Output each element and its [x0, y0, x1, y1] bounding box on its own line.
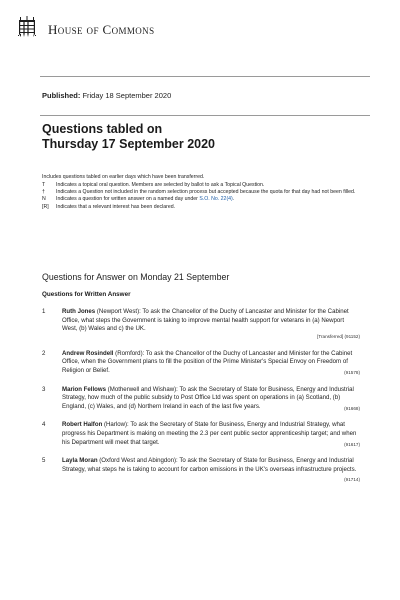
legend-symbol: T [42, 182, 46, 188]
published-label: Published: [42, 91, 81, 100]
question-text: To ask the Chancellor of the Duchy of Lancaster and Minister for the Cabinet Office, when the Government plans to fill the position of the Prime Minister's Special Envoy on Freedom of Religion or Belief. [62, 349, 353, 374]
title-line-2: Thursday 17 September 2020 [42, 136, 215, 151]
question-body [62, 457, 360, 483]
constituency: (Newport West): [96, 308, 141, 315]
page-header [18, 16, 388, 56]
legend-symbol: † [42, 189, 45, 196]
question-number: 3 [42, 385, 46, 393]
legend-text: Indicates that a relevant interest has been declared. [56, 203, 176, 210]
question-body [62, 421, 360, 447]
question-body [62, 386, 360, 412]
title-line-1: Questions tabled on [42, 122, 163, 136]
question-text: To ask the Secretary of State for Business, Energy and Industrial Strategy, what steps he is taking to account for carbon emissions in the UK's overseas infrastructure projects. [62, 457, 357, 473]
legend-item [42, 189, 362, 196]
question-text: To ask the Secretary of State for Business, Energy and Industrial Strategy, how much of the public subsidy to Post Office Ltd was spent on operations in (a) Scotland, (b) England, (c) Wales, and (d) Northern Ireland in each of the last five years. [62, 385, 354, 410]
house-name: House of Commons [48, 22, 155, 37]
question-reference: [Transferred] (91152) [317, 333, 360, 339]
question-list [42, 308, 360, 485]
question-number: 5 [42, 457, 46, 465]
question-reference: (91617) [344, 441, 360, 447]
legend-item [42, 204, 362, 211]
legend-text-wrapper [56, 196, 362, 203]
constituency: (Harlow): [104, 421, 129, 429]
legend-symbol: N [42, 196, 46, 203]
question-item [42, 386, 360, 412]
legend-intro: Includes questions tabled on earlier days which have been transferred. [42, 174, 205, 180]
legend-text: Indicates a topical oral question. Members are selected by ballot to ask a Topical Question. [56, 182, 265, 188]
question-body [62, 308, 360, 340]
document-title [42, 122, 362, 151]
bottom-divider [40, 115, 370, 116]
portcullis-icon [18, 16, 36, 38]
question-reference: (91714) [344, 477, 360, 483]
member-name: Layla Moran [62, 457, 98, 465]
constituency: (Motherwell and Wishaw): [107, 385, 178, 393]
question-number: 2 [42, 349, 46, 357]
legend-symbol: [R] [42, 203, 49, 210]
legend-text: Indicates a question for written answer on a named day under [56, 196, 198, 203]
section-heading: Questions for Answer on Monday 21 September [42, 272, 230, 282]
published-date: Friday 18 September 2020 [82, 91, 172, 100]
question-body [62, 350, 360, 376]
question-item [42, 457, 360, 483]
top-divider [40, 76, 370, 77]
section-subheading: Questions for Written Answer [42, 291, 131, 298]
constituency: (Romford): [115, 349, 145, 357]
question-reference: (91578) [344, 369, 360, 375]
standing-order-link[interactable]: S.O. No. 22(4) [199, 196, 233, 203]
question-item [42, 350, 360, 376]
question-item [42, 421, 360, 447]
question-number: 1 [42, 308, 46, 315]
question-reference: (91668) [344, 405, 360, 411]
question-number: 4 [42, 421, 46, 429]
legend-item [42, 196, 362, 203]
legend-text: Indicates a Question not included in the random selection process but accepted because the quota for that day had not been filled. [56, 189, 356, 196]
question-item [42, 308, 360, 340]
member-name: Robert Halfon [62, 421, 103, 429]
constituency: (Oxford West and Abingdon): [99, 457, 178, 465]
legend-item [42, 182, 362, 189]
legend-suffix: . [232, 196, 235, 203]
member-name: Andrew Rosindell [62, 349, 114, 357]
symbol-legend [42, 182, 362, 211]
published-line [42, 91, 171, 100]
member-name: Ruth Jones [62, 308, 96, 315]
member-name: Marion Fellows [62, 385, 107, 393]
question-text: To ask the Chancellor of the Duchy of Lancaster and Minister for the Cabinet Office, what steps the Government is taking to improve mental health support for veterans in (a) Newport West, (b) Wales and c) the UK. [62, 308, 349, 333]
question-text: To ask the Secretary of State for Business, Energy and Industrial Strategy, what progress his Department is making on meeting the 2.3 per cent public sector apprenticeship target; and when his Department will meet that target. [62, 421, 357, 446]
